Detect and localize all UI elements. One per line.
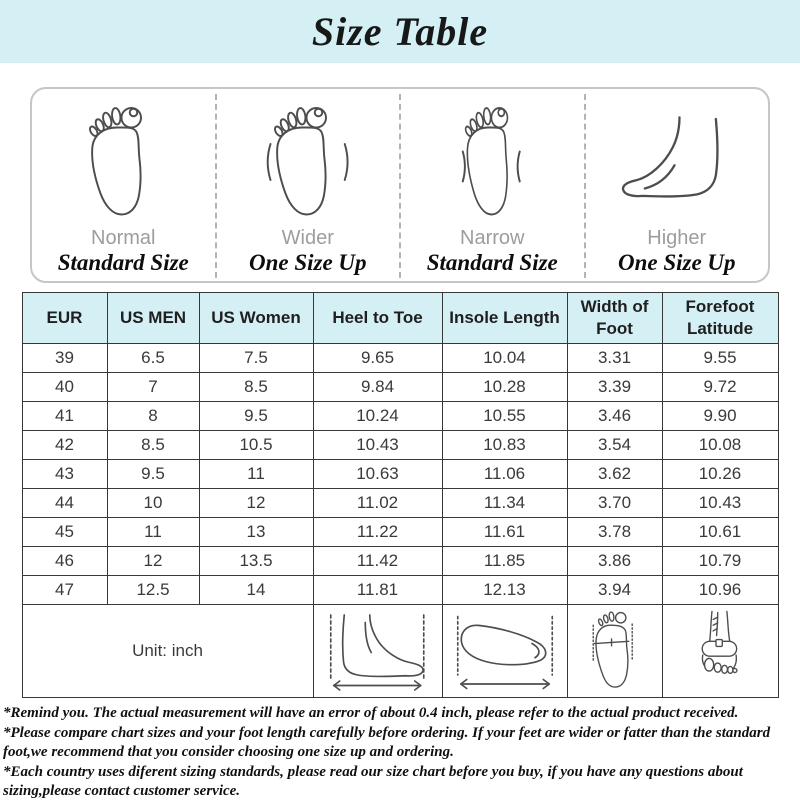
footprint-narrow-icon xyxy=(450,100,534,224)
cell: 10.28 xyxy=(442,373,567,402)
cell: 42 xyxy=(22,431,107,460)
unit-row xyxy=(22,605,778,698)
table-row xyxy=(22,431,778,460)
fit-guide-column-normal xyxy=(32,94,217,278)
cell: 9.65 xyxy=(313,344,442,373)
table-row xyxy=(22,460,778,489)
foot-type-label: Wider xyxy=(281,226,334,249)
unit-label: Unit: inch xyxy=(22,605,313,698)
fit-guide-column-higher xyxy=(586,94,769,278)
insole-length-measure-icon xyxy=(445,609,565,693)
cell: 9.5 xyxy=(199,402,313,431)
table-row xyxy=(22,402,778,431)
cell: 3.62 xyxy=(567,460,662,489)
cell: 3.70 xyxy=(567,489,662,518)
cell: 8 xyxy=(107,402,199,431)
cell: 7.5 xyxy=(199,344,313,373)
foot-width-measure-cell xyxy=(567,605,662,698)
cell: 45 xyxy=(22,518,107,547)
cell: 11.85 xyxy=(442,547,567,576)
cell: 3.46 xyxy=(567,402,662,431)
footprint-wider-icon xyxy=(266,100,350,224)
cell: 10.04 xyxy=(442,344,567,373)
cell: 10.26 xyxy=(662,460,778,489)
cell: 10.5 xyxy=(199,431,313,460)
col-header-eur: EUR xyxy=(22,293,107,344)
col-header-heel-to-toe: Heel to Toe xyxy=(313,293,442,344)
cell: 10.83 xyxy=(442,431,567,460)
cell: 12.5 xyxy=(107,576,199,605)
table-row xyxy=(22,547,778,576)
cell: 40 xyxy=(22,373,107,402)
table-row xyxy=(22,489,778,518)
cell: 9.5 xyxy=(107,460,199,489)
cell: 47 xyxy=(22,576,107,605)
forefoot-girth-measure-icon xyxy=(692,608,748,694)
fit-guide-column-narrow xyxy=(401,94,586,278)
foot-high-arch-icon xyxy=(615,100,739,224)
cell: 13 xyxy=(199,518,313,547)
cell: 11 xyxy=(107,518,199,547)
cell: 11.42 xyxy=(313,547,442,576)
cell: 12 xyxy=(199,489,313,518)
cell: 3.78 xyxy=(567,518,662,547)
cell: 9.72 xyxy=(662,373,778,402)
cell: 8.5 xyxy=(199,373,313,402)
cell: 39 xyxy=(22,344,107,373)
heel-to-toe-measure-icon xyxy=(316,609,440,693)
col-header-width-of-foot: Width of Foot xyxy=(567,293,662,344)
cell: 10.61 xyxy=(662,518,778,547)
col-header-insole-length: Insole Length xyxy=(442,293,567,344)
size-table xyxy=(22,292,779,698)
size-advice-label: One Size Up xyxy=(248,249,367,275)
cell: 3.31 xyxy=(567,344,662,373)
cell: 13.5 xyxy=(199,547,313,576)
cell: 9.84 xyxy=(313,373,442,402)
table-row xyxy=(22,576,778,605)
cell: 3.54 xyxy=(567,431,662,460)
size-advice-label: Standard Size xyxy=(57,249,189,275)
cell: 8.5 xyxy=(107,431,199,460)
footnote: *Remind you. The actual measurement will have an error of about 0.4 inch, please refer to the actual product received. xyxy=(3,705,739,721)
cell: 10.63 xyxy=(313,460,442,489)
footprint-normal-icon xyxy=(81,100,165,224)
cell: 11.06 xyxy=(442,460,567,489)
page-title: Size Table xyxy=(311,9,489,54)
cell: 10.24 xyxy=(313,402,442,431)
cell: 3.86 xyxy=(567,547,662,576)
cell: 12 xyxy=(107,547,199,576)
foot-width-measure-icon xyxy=(587,608,643,694)
cell: 44 xyxy=(22,489,107,518)
cell: 11.02 xyxy=(313,489,442,518)
cell: 12.13 xyxy=(442,576,567,605)
title-banner xyxy=(0,0,800,63)
fit-guide-panel xyxy=(30,87,770,283)
cell: 41 xyxy=(22,402,107,431)
foot-type-label: Normal xyxy=(91,226,156,249)
cell: 46 xyxy=(22,547,107,576)
cell: 11 xyxy=(199,460,313,489)
forefoot-girth-measure-cell xyxy=(662,605,778,698)
cell: 10.43 xyxy=(662,489,778,518)
insole-length-measure-cell xyxy=(442,605,567,698)
footnotes xyxy=(3,704,796,802)
cell: 11.81 xyxy=(313,576,442,605)
cell: 10.55 xyxy=(442,402,567,431)
cell: 11.22 xyxy=(313,518,442,547)
cell: 11.61 xyxy=(442,518,567,547)
cell: 14 xyxy=(199,576,313,605)
heel-to-toe-measure-cell xyxy=(313,605,442,698)
col-header-forefoot-latitude: Forefoot Latitude xyxy=(662,293,778,344)
size-advice-label: One Size Up xyxy=(617,249,736,275)
table-row xyxy=(22,344,778,373)
cell: 9.55 xyxy=(662,344,778,373)
cell: 10.43 xyxy=(313,431,442,460)
cell: 43 xyxy=(22,460,107,489)
footnote: *Each country uses diferent sizing standards, please read our size chart before you buy, if you have any questions about sizing,please contact customer service. xyxy=(3,763,743,799)
cell: 11.34 xyxy=(442,489,567,518)
cell: 7 xyxy=(107,373,199,402)
table-row xyxy=(22,373,778,402)
foot-type-label: Narrow xyxy=(460,226,525,249)
footnote: *Please compare chart sizes and your foot length carefully before ordering. If your feet are wider or fatter than the standard foot,we recommend that you consider choosing one size up and ordering. xyxy=(3,724,771,760)
cell: 10 xyxy=(107,489,199,518)
cell: 3.94 xyxy=(567,576,662,605)
foot-type-label: Higher xyxy=(647,226,707,249)
size-advice-label: Standard Size xyxy=(426,249,558,275)
col-header-us-men: US MEN xyxy=(107,293,199,344)
cell: 10.96 xyxy=(662,576,778,605)
fit-guide-column-wider xyxy=(217,94,402,278)
table-row xyxy=(22,518,778,547)
cell: 6.5 xyxy=(107,344,199,373)
col-header-us-women: US Women xyxy=(199,293,313,344)
cell: 10.79 xyxy=(662,547,778,576)
cell: 3.39 xyxy=(567,373,662,402)
table-header-row xyxy=(22,293,778,344)
cell: 10.08 xyxy=(662,431,778,460)
cell: 9.90 xyxy=(662,402,778,431)
